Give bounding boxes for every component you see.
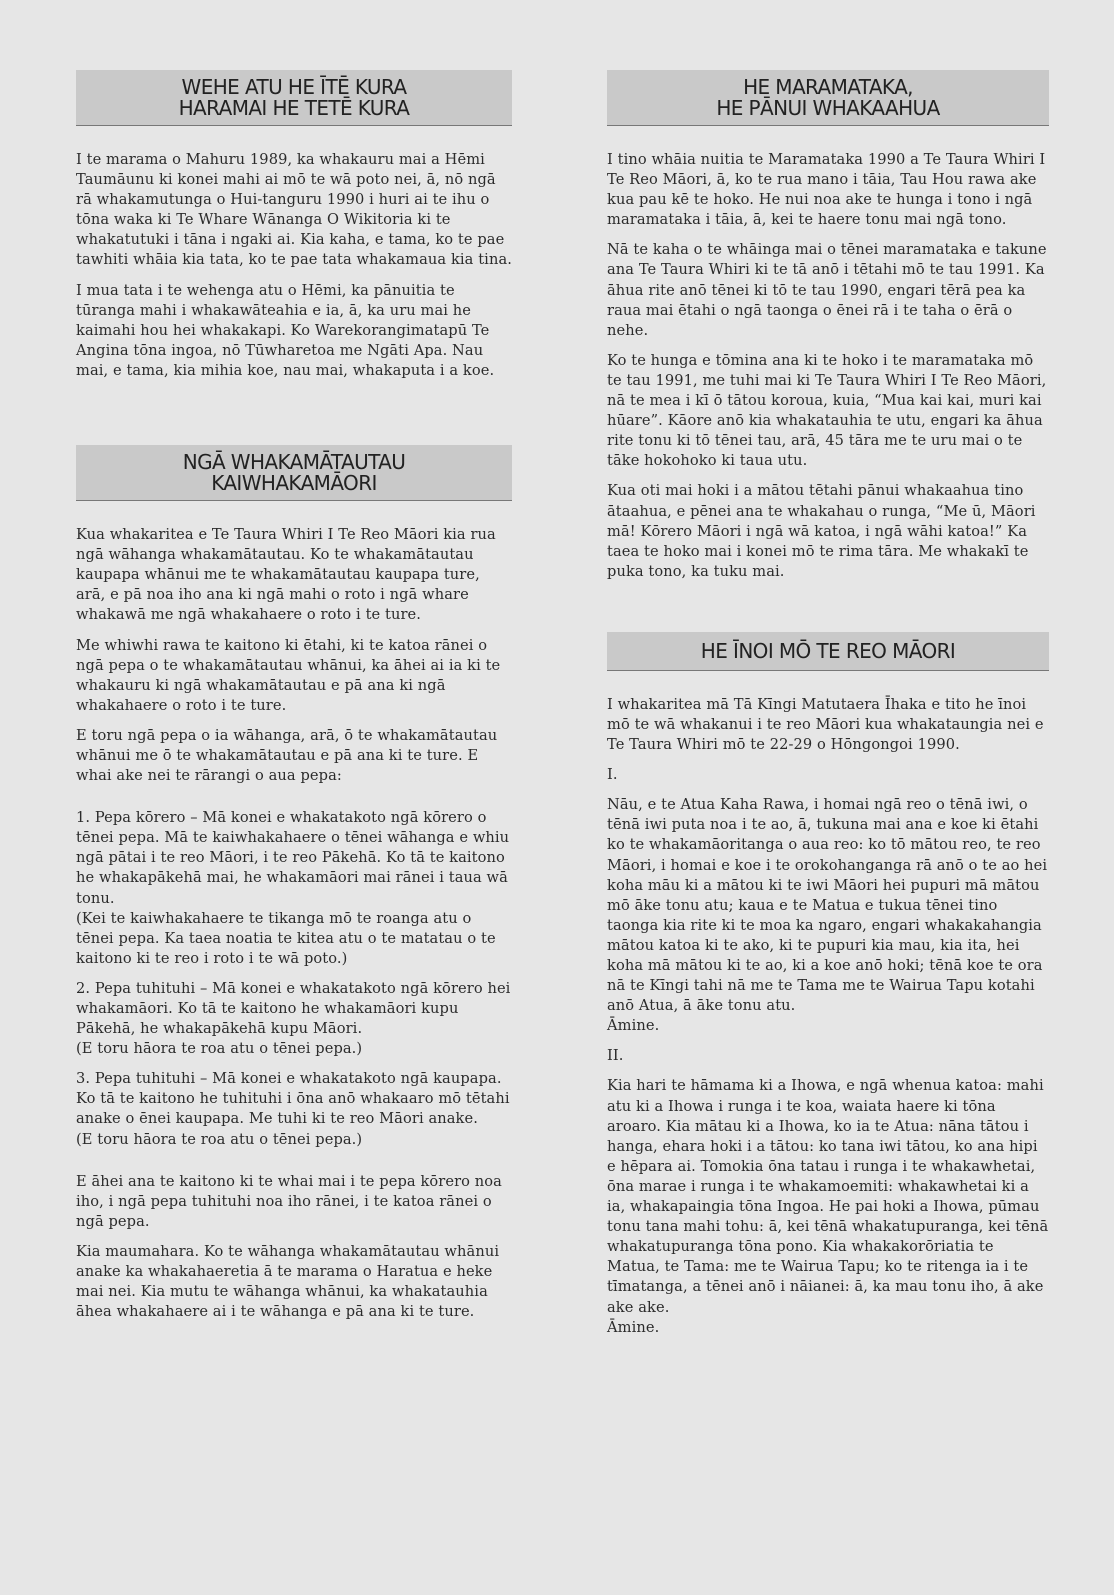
paper-text: 2. Pepa tuhituhi – Mā konei e whakatakoto ngā kōrero hei whakamāori. Ko tā te kaitono he whakamāori kupu Pākehā, he whakapākehā kupu Māori. <box>76 979 511 1038</box>
heading-line-1: NGĀ WHAKAMĀTAUTAU <box>182 450 406 475</box>
paper-item <box>76 808 512 969</box>
prayer-amen: Āmine. <box>607 1318 660 1336</box>
prayer-text <box>607 795 1049 1036</box>
prayer-number: I. <box>607 766 618 784</box>
paper-text: 1. Pepa kōrero – Mā konei e whakatakoto ngā kōrero o tēnei pepa. Mā te kaiwhakahaere o tēnei wāhanga e whiu ngā pātai i te reo Māori, i te reo Pākehā. Ko tā te kaitono he whakapākehā mai, he whakamāori mai rānei i taua wā tonu. <box>76 809 510 907</box>
heading-line-1: HE ĪNOI MŌ TE REO MĀORI <box>700 638 956 663</box>
prayer-amen: Āmine. <box>607 1017 660 1035</box>
paragraph: Kua oti mai hoki i a mātou tētahi pānui whakaahua tino ātaahua, e pēnei ana te whakahau o runga, “Me ū, Māori mā! Kōrero Māori i ngā wā katoa, i ngā wāhi katoa!” Ka taea te hoko mai i konei mō te rima tāra. Me whakakī te puka tono, ka tuku mai. <box>607 482 1036 580</box>
right-column <box>607 70 1049 1348</box>
paragraph: E āhei ana te kaitono ki te whai mai i te pepa kōrero noa iho, i ngā pepa tuhituhi noa iho rānei, i te katoa rānei o ngā pepa. <box>76 1172 502 1230</box>
paper-item <box>76 1069 512 1149</box>
paragraph: Ko te hunga e tōmina ana ki te hoko i te maramataka mō te tau 1991, me tuhi mai ki Te Taura Whiri I Te Reo Māori, nā te mea i kī ō tātou koroua, kuia, “Mua kai kai, muri kai hūare”. Kāore anō kia whakatauhia te utu, engari ka āhua rite tonu ki tō tēnei tau, arā, 45 tāra me te uru mai o te tāke hokohoko ki taua utu. <box>607 351 1047 470</box>
heading-line-1: WEHE ATU HE ĪTĒ KURA <box>181 75 407 99</box>
paper-note: (E toru hāora te roa atu o tēnei pepa.) <box>76 1130 363 1148</box>
heading-line-2: HARAMAI HE TETĒ KURA <box>178 96 410 120</box>
paper-note: (E toru hāora te roa atu o tēnei pepa.) <box>76 1040 363 1058</box>
section-heading-farewell <box>76 70 512 126</box>
paper-text: 3. Pepa tuhituhi – Mā konei e whakatakoto ngā kaupapa. Ko tā te kaitono he tuhituhi i ōna anō whakaaro mō tētahi anake o ēnei kaupapa. Me tuhi ki te reo Māori anake. <box>76 1070 510 1128</box>
paper-item <box>76 979 512 1059</box>
heading-line-2: KAIWHAKAMĀORI <box>211 471 377 496</box>
section-heading-prayer <box>607 632 1049 671</box>
prayer-number: II. <box>607 1047 624 1065</box>
paragraph: E toru ngā pepa o ia wāhanga, arā, ō te whakamātautau whānui me ō te whakamātautau e pā ana ki te ture. E whai ake nei te rārangi o aua pepa: <box>76 726 498 785</box>
heading-line-1: HE MARAMATAKA, <box>743 75 913 99</box>
paragraph: Kua whakaritea e Te Taura Whiri I Te Reo Māori kia rua ngā wāhanga whakamātautau. Ko te whakamātautau kaupapa whānui me te whakamātautau kaupapa ture, arā, e pā noa iho ana ki ngā mahi o roto i ngā whare whakawā me ngā whakahaere o roto i te ture. <box>76 526 496 624</box>
paragraph: Kia maumahara. Ko te wāhanga whakamātautau whānui anake ka whakahaeretia ā te marama o Haratua e heke mai nei. Kia mutu te wāhanga whānui, ka whakatauhia āhea whakahaere ai i te wāhanga e pā ana ki te ture. <box>76 1242 500 1321</box>
paragraph: I te marama o Mahuru 1989, ka whakauru mai a Hēmi Taumāunu ki konei mahi ai mō te wā poto nei, ā, nō ngā rā whakamutunga o Hui-tanguru 1990 i huri ai te ihu o tōna waka ki Te Whare Wānanga O Wikitoria ki te whakatutuki i tāna i ngaki ai. Kia kaha, e tama, ko te pae tawhiti whāia kia tata, ko te pae tata whakamaua kia tina. <box>76 151 512 269</box>
section-heading-exams <box>76 445 512 501</box>
paragraph: I whakaritea mā Tā Kīngi Matutaera Īhaka e tito he īnoi mō te wā whakanui i te reo Māori kua whakataungia nei e Te Taura Whiri mō te 22-29 o Hōngongoi 1990. <box>607 695 1044 754</box>
prayer-body: Nāu, e te Atua Kaha Rawa, i homai ngā reo o tēnā iwi, o tēnā iwi puta noa i te ao, ā, tukuna mai ana e koe ki ētahi ko te whakamāoritanga o aua reo: ko tō mātou reo, te reo Māori, i homai e koe i te orokohanganga rā anō o te ao hei koha māu ki a mātou ki te iwi Māori hei pupuri mā mātou mō āke tonu atu; kaua e te Matua e tukua tēnei tino taonga kia rite ki te moa ka ngaro, engari whakakahangia mātou katoa ki te ako, ki te pupuri kia mau, kia ita, hei koha mā mātou ki te ao, ki a koe anō hoki; tēnā koe te ora nā te Kīngi tahi nā me te Tama me te Wairua Tapu kotahi anō Atua, ā āke tonu atu. <box>607 796 1048 1015</box>
paragraph: I tino whāia nuitia te Maramataka 1990 a Te Taura Whiri I Te Reo Māori, ā, ko te rua mano i tāia, Tau Hou rawa ake kua pau kē te hoko. He nui noa ake te hunga i tono i ngā maramataka i tāia, ā, kei te haere tonu mai ngā tono. <box>607 151 1046 229</box>
left-column <box>76 70 512 1332</box>
paragraph: I mua tata i te wehenga atu o Hēmi, ka pānuitia te tūranga mahi i whakawāteahia e ia, ā, ka uru mai he kaimahi hou hei whakakapi. Ko Warekorangimatapū Te Angina tōna ingoa, nō Tūwharetoa me Ngāti Apa. Nau mai, e tama, kia mihia koe, nau mai, whakaputa i a koe. <box>76 281 495 379</box>
prayer-text <box>607 1076 1049 1337</box>
paragraph: Me whiwhi rawa te kaitono ki ētahi, ki te katoa rānei o ngā pepa o te whakamātautau whānui, ka āhei ai ia ki te whakauru ki ngā whakamātautau e pā ana ki ngā whakahaere o roto i te ture. <box>76 636 501 714</box>
paper-note: (Kei te kaiwhakahaere te tikanga mō te roanga atu o tēnei pepa. Ka taea noatia te kitea atu o te matatau o te kaitono ki te reo i roto i te wā poto.) <box>76 909 496 967</box>
heading-line-2: HE PĀNUI WHAKAAHUA <box>716 96 940 120</box>
prayer-body: Kia hari te hāmama ki a Ihowa, e ngā whenua katoa: mahi atu ki a Ihowa i runga i te koa, waiata haere ki tōna aroaro. Kia mātau ki a Ihowa, ko ia te Atua: nāna tātou i hanga, ehara hoki i a tātou: ko tana iwi tātou, ko ana hipi e hēpara ai. Tomokia ōna tatau i runga i te whakawhetai, ōna marae i runga i te whakamoemiti: whakawhetai ki a ia, whakapaingia tōna Ingoa. He pai hoki a Ihowa, pūmau tonu tana mahi tohu: ā, kei tēnā whakatupuranga, kei tēnā whakatupuranga tōna pono. Kia whakakorōriatia te Matua, te Tama: me te Wairua Tapu; ko te ritenga ia i te tīmatanga, a tēnei anō i nāianei: ā, ka mau tonu iho, ā ake ake ake. <box>607 1077 1049 1316</box>
paragraph: Nā te kaha o te whāinga mai o tēnei maramataka e takune ana Te Taura Whiri ki te tā anō i tētahi mō te tau 1991. Ka āhua rite anō tēnei ki tō te tau 1990, engari tērā pea ka raua mai ētahi o ngā taonga o ēnei rā i te taha o ērā o nehe. <box>607 241 1047 339</box>
section-heading-calendar <box>607 70 1049 126</box>
